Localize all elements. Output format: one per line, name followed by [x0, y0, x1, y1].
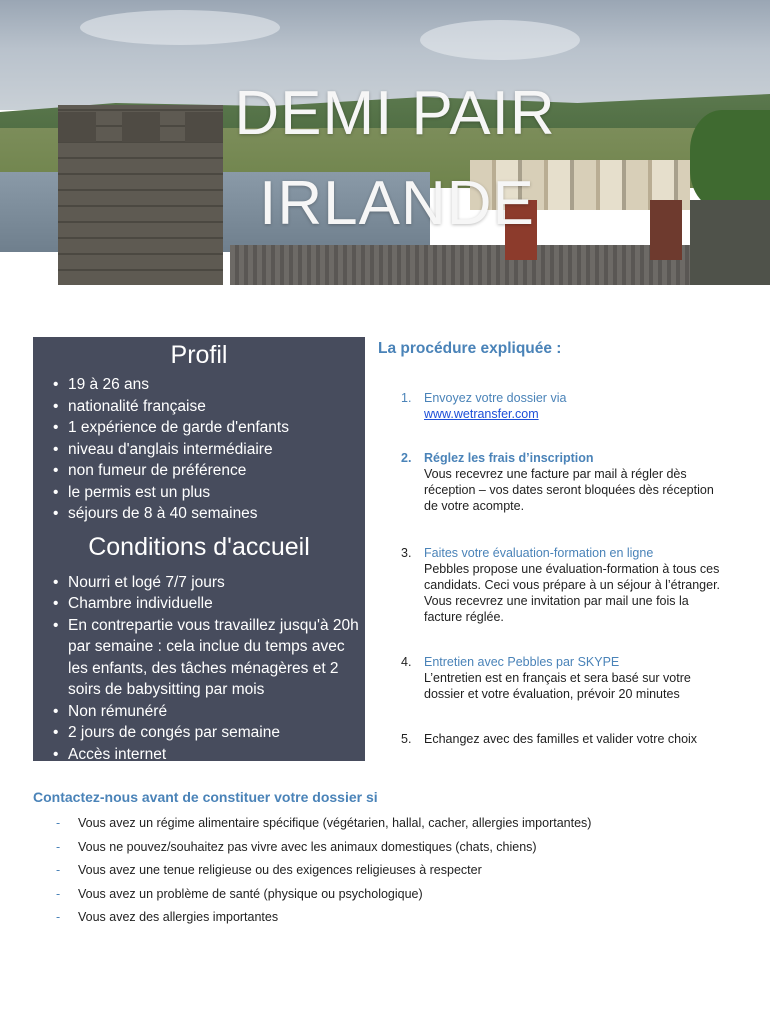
profil-list: [33, 374, 365, 525]
list-item: • Chambre individuelle: [53, 593, 365, 615]
list-item: • Non rémunéré: [53, 701, 365, 723]
list-item: • 19 à 26 ans: [53, 374, 365, 396]
contact-item-text: Vous avez un régime alimentaire spécifique (végétarien, hallal, cacher, allergies importantes): [78, 816, 592, 830]
step-heading: Echangez avec des familles et valider votre choix: [424, 732, 698, 746]
list-item: • En contrepartie vous travaillez jusqu'à 20h par semaine : cela inclue du temps avec les enfants, des tâches ménagères et 2 soirs de babysitting par mois: [53, 615, 365, 701]
hero-cloud: [80, 10, 280, 45]
step-text: L’entretien est en français et sera basé sur votre dossier et votre évaluation, prévoir 20 minutes: [424, 671, 691, 701]
list-item: [56, 861, 591, 885]
list-item: • séjours de 8 à 40 semaines: [53, 503, 365, 525]
procedure-step-2: [401, 450, 731, 514]
list-item: • 2 jours de congés par semaine: [53, 722, 365, 744]
hero-cloud: [420, 20, 580, 60]
step-heading: Entretien avec Pebbles par SKYPE: [424, 655, 620, 669]
contact-title: Contactez-nous avant de constituer votre dossier si: [33, 789, 378, 805]
step-heading: Faites votre évaluation-formation en ligne: [424, 546, 654, 560]
procedure-step-3: [401, 545, 731, 625]
step-number: 2.: [401, 451, 412, 465]
profil-heading: Profil: [170, 341, 228, 369]
contact-item-text: Vous avez un problème de santé (physique ou psychologique): [78, 886, 423, 901]
conditions-heading: Conditions d'accueil: [88, 532, 310, 561]
list-item: [56, 838, 591, 862]
procedure-title: La procédure expliquée :: [378, 340, 562, 357]
dash-bullet: -: [56, 839, 61, 854]
dash-bullet: -: [56, 863, 61, 877]
step-number: 5.: [401, 732, 412, 746]
dash-bullet: -: [56, 816, 61, 830]
list-item: [56, 908, 591, 932]
step-heading: Réglez les frais d’inscription: [424, 451, 594, 465]
list-item: [56, 885, 591, 909]
contact-item-text: Vous avez des allergies importantes: [78, 910, 279, 924]
hero-slate-roof: [230, 245, 770, 285]
step-text: Vous recevrez une facture par mail à régler dès réception – vos dates seront bloquées dès réception de votre acompte.: [424, 467, 714, 513]
list-item: • 1 expérience de garde d'enfants: [53, 417, 365, 439]
step-heading: Envoyez votre dossier via: [424, 391, 567, 405]
hero-banner: [0, 0, 770, 285]
dash-bullet: -: [56, 886, 61, 901]
step-number: 4.: [401, 655, 412, 669]
procedure-step-4: [401, 654, 731, 702]
list-item: • non fumeur de préférence: [53, 460, 365, 482]
list-item: • le permis est un plus: [53, 482, 365, 504]
procedure-step-1: [401, 390, 731, 422]
contact-item-text: Vous avez une tenue religieuse ou des exigences religieuses à respecter: [78, 863, 482, 877]
list-item: [56, 814, 591, 838]
profile-box: [33, 337, 365, 761]
contact-list: [56, 814, 591, 932]
step-number: 3.: [401, 546, 412, 560]
contact-item-text: Vous ne pouvez/souhaitez pas vivre avec les animaux domestiques (chats, chiens): [78, 839, 537, 854]
dash-bullet: -: [56, 910, 61, 924]
list-item: • niveau d'anglais intermédiaire: [53, 439, 365, 461]
list-item: • nationalité française: [53, 396, 365, 418]
list-item: • Accès internet: [53, 744, 365, 766]
hero-title-line2: IRLANDE: [259, 169, 535, 238]
step-number: 1.: [401, 391, 412, 405]
list-item: • Nourri et logé 7/7 jours: [53, 572, 365, 594]
conditions-list: [33, 572, 365, 766]
wetransfer-link[interactable]: www.wetransfer.com: [424, 407, 539, 421]
procedure-step-5: [401, 731, 731, 747]
hero-title-line1: DEMI PAIR: [234, 79, 556, 148]
step-text: Pebbles propose une évaluation-formation à tous ces candidats. Ceci vous prépare à un séjour à l’étranger. Vous recevrez une invitation par mail une fois la facture réglée.: [424, 562, 721, 624]
